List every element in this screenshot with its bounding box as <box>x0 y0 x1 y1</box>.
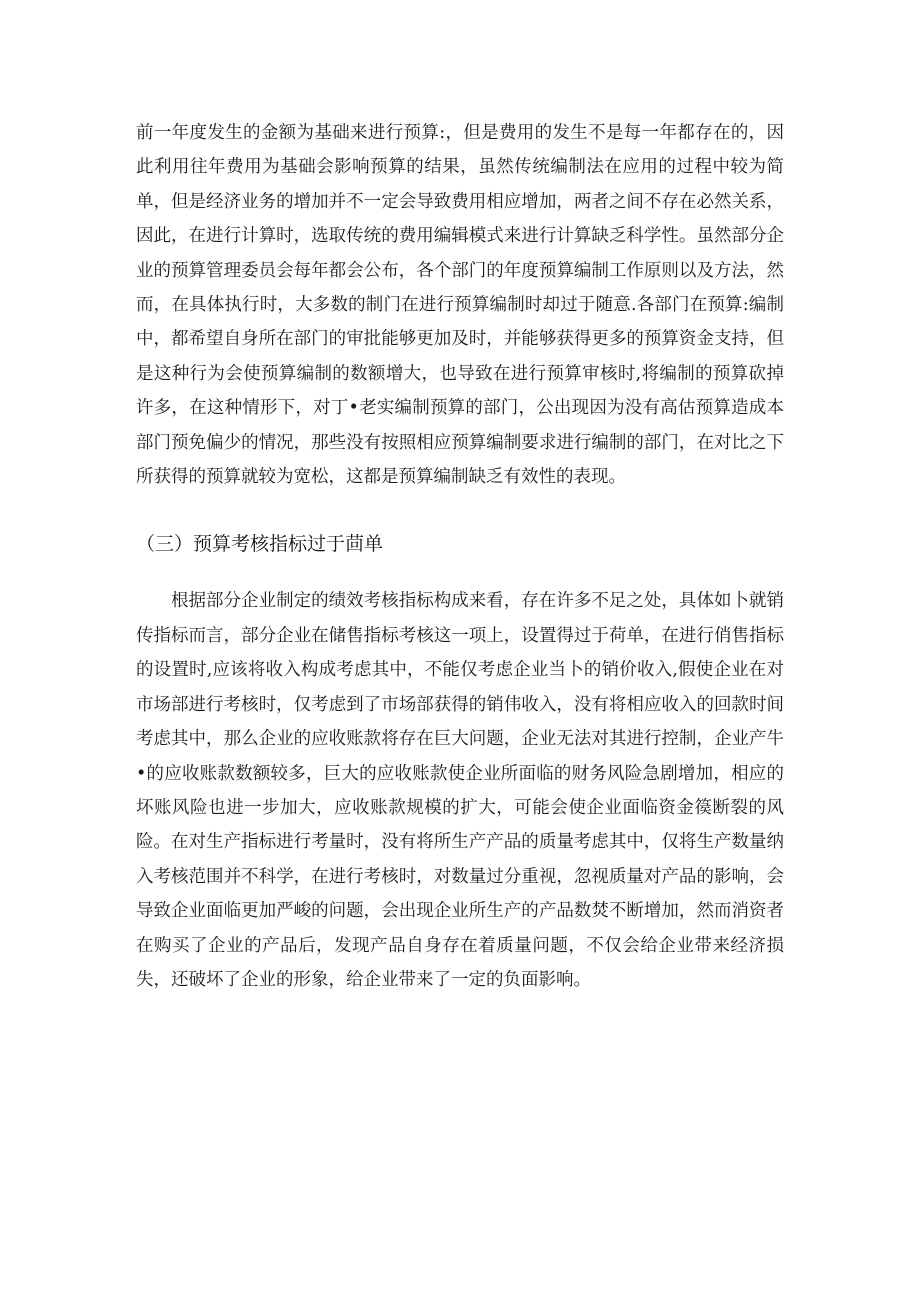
document-page <box>136 116 784 997</box>
body-paragraph-2: 根据部分企业制定的绩效考核指标构成来看，存在许多不足之处，具体如卜就销传指标而言，部分企业在储售指标考核这一项上，设置得过于荷单，在进行俏售指标的设置时,应该将收入构成考虑其中，不能仅考虑企业当卜的销价收入,假使企业在对市场部进行考核时，仅考虑到了市场部获得的销伟收入，没有将相应收入的回款时间考虑其中，那么企业的应收账款将存在巨大问题，企业无法对其进行控制，企业产牛•的应收账款数额较多，巨大的应收账款使企业所面临的财务风险急剧增加，相应的坏账风险也进一步加大，应收账款规模的扩大，可能会使企业面临资金篌断裂的风险。在对生产指标进行考量时，没有将所生产产品的质量考虑其中，仅将生产数量纳入考核范围并不科学，在进行考核时，对数量过分重视，忽视质量对产品的影响，会导致企业面临更加严峻的问题，会出现企业所生产的产品数焚不断增加，然而消资者在购买了企业的产品后，发现产品自身存在着质量问题，不仅会给企业带来经济损失，还破坏了企业的形象，给企业带来了一定的负面影响。 <box>136 591 784 990</box>
body-paragraph-1: 前一年度发生的金额为基础来进行预算:，但是费用的发生不是每一年都存在的，因此利用往年费用为基础会影响预算的结果，虽然传统编制法在应用的过程中较为简单，但是经济业务的增加并不一定会导致费用相应增加，两者之间不存在必然关系，因此，在进行计算时，选取传统的费用编辑模式来进行计算缺乏科学性。虽然部分企业的预算管理委员会每年都会公布，各个部门的年度预算编制工作原则以及方法，然而，在具体执行时，大多数的制门在进行预算编制时却过于随意.各部门在预算:编制中，都希望自身所在部门的审批能够更加及时，并能够获得更多的预算资金支持，但是这种行为会使预算编制的数额增大，也导致在进行预算审核时,将编制的预算砍掉许多，在这种情形下，对丁•老实编制预算的部门，公出现因为没有高估预算造成本部门预免偏少的情况，那些没有按照相应预算编制要求进行编制的部门，在对比之下所获得的预算就较为宽松，这都是预算编制缺乏有效性的表现。 <box>136 123 784 488</box>
section-heading: （三）预算考核指标过于茴单 <box>136 533 384 556</box>
